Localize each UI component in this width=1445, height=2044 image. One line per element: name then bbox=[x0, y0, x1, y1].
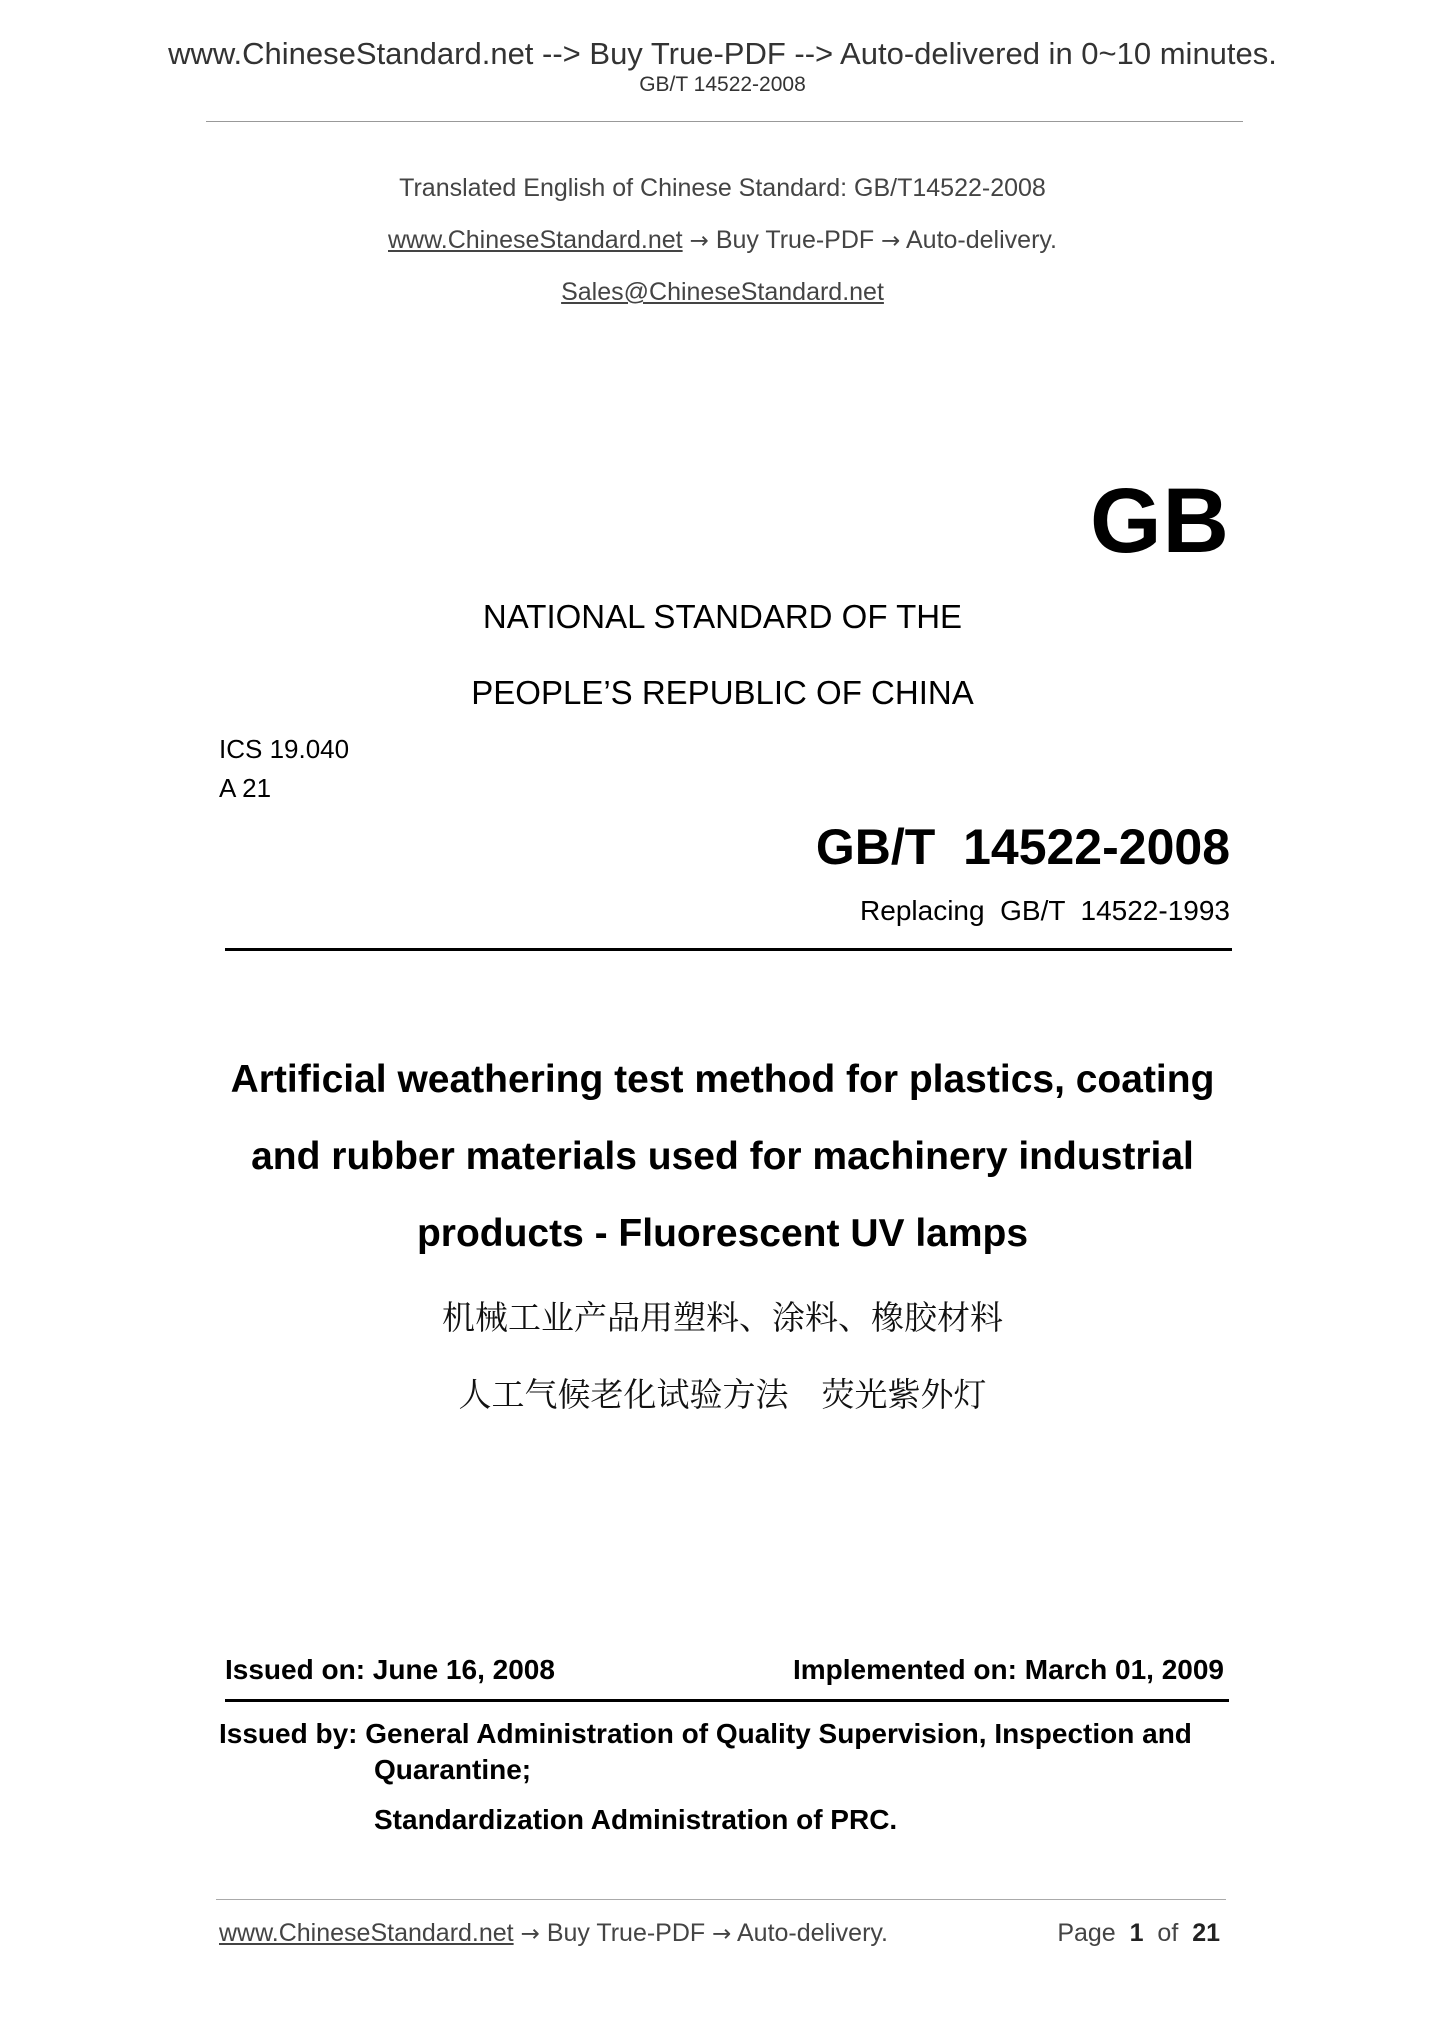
title-divider bbox=[225, 948, 1232, 951]
issued-by-block bbox=[219, 1716, 1239, 1838]
translated-line: Translated English of Chinese Standard: GB/T14522-2008 bbox=[399, 174, 1046, 202]
ccs-code: A 21 bbox=[219, 773, 272, 803]
footer-divider bbox=[216, 1899, 1226, 1900]
standard-code: GB/T 14522-2008 bbox=[815, 819, 1230, 875]
buy-line bbox=[0, 228, 1445, 253]
issuer-line-2: Quarantine; bbox=[374, 1754, 532, 1785]
english-title-line: and rubber materials used for machinery industrial bbox=[251, 1135, 1194, 1178]
implemented-on-date: Implemented on: March 01, 2009 bbox=[792, 1654, 1224, 1685]
footer-auto-delivery-text: Auto-delivery. bbox=[737, 1919, 888, 1947]
replacing-note: Replacing GB/T 14522-1993 bbox=[860, 895, 1230, 926]
website-link[interactable]: www.ChineseStandard.net bbox=[388, 226, 683, 254]
top-banner: www.ChineseStandard.net --> Buy True-PDF --> Auto-delivered in 0~10 minutes. bbox=[168, 36, 1277, 71]
issuer-line-3: Standardization Administration of PRC. bbox=[374, 1804, 898, 1835]
footer-website-link[interactable]: www.ChineseStandard.net bbox=[219, 1919, 514, 1947]
sales-email-link[interactable]: Sales@ChineseStandard.net bbox=[561, 278, 884, 306]
issued-by-label: Issued by: bbox=[219, 1718, 358, 1749]
issued-on-date: Issued on: June 16, 2008 bbox=[225, 1654, 555, 1685]
arrow-right-icon: → bbox=[689, 228, 709, 254]
footer-buy-true-pdf-text: Buy True-PDF bbox=[546, 1919, 706, 1947]
of-label: of bbox=[1157, 1919, 1179, 1947]
chinese-title-line: 人工气候老化试验方法 荧光紫外灯 bbox=[458, 1375, 987, 1414]
sales-email-line bbox=[0, 280, 1445, 305]
header-divider bbox=[206, 121, 1243, 122]
chinese-title bbox=[0, 1279, 1445, 1433]
page-total: 21 bbox=[1192, 1919, 1220, 1947]
header-standard-code: GB/T 14522-2008 bbox=[639, 73, 806, 96]
arrow-right-icon: → bbox=[712, 1921, 732, 1947]
national-standard-line-2: PEOPLE’S REPUBLIC OF CHINA bbox=[471, 674, 974, 711]
english-title-line: Artificial weathering test method for plastics, coating bbox=[230, 1058, 1215, 1101]
chinese-title-line: 机械工业产品用塑料、涂料、橡胶材料 bbox=[442, 1298, 1003, 1337]
buy-true-pdf-text: Buy True-PDF bbox=[715, 226, 875, 254]
page-label: Page bbox=[1057, 1919, 1116, 1947]
gb-logo: GB bbox=[1090, 470, 1230, 572]
ics-code: ICS 19.040 bbox=[219, 734, 350, 764]
arrow-right-icon: → bbox=[881, 228, 901, 254]
english-title bbox=[0, 1041, 1445, 1272]
issued-divider bbox=[225, 1699, 1229, 1702]
page-number: 1 bbox=[1129, 1919, 1144, 1947]
page-indicator bbox=[1057, 1921, 1220, 1946]
arrow-right-icon: → bbox=[520, 1921, 540, 1947]
national-standard-line-1: NATIONAL STANDARD OF THE bbox=[482, 598, 963, 635]
auto-delivery-text: Auto-delivery. bbox=[906, 226, 1057, 254]
issuer-line-1: General Administration of Quality Supervision, Inspection and bbox=[365, 1718, 1192, 1749]
footer-buy-line bbox=[219, 1921, 888, 1946]
english-title-line: products - Fluorescent UV lamps bbox=[416, 1212, 1029, 1255]
